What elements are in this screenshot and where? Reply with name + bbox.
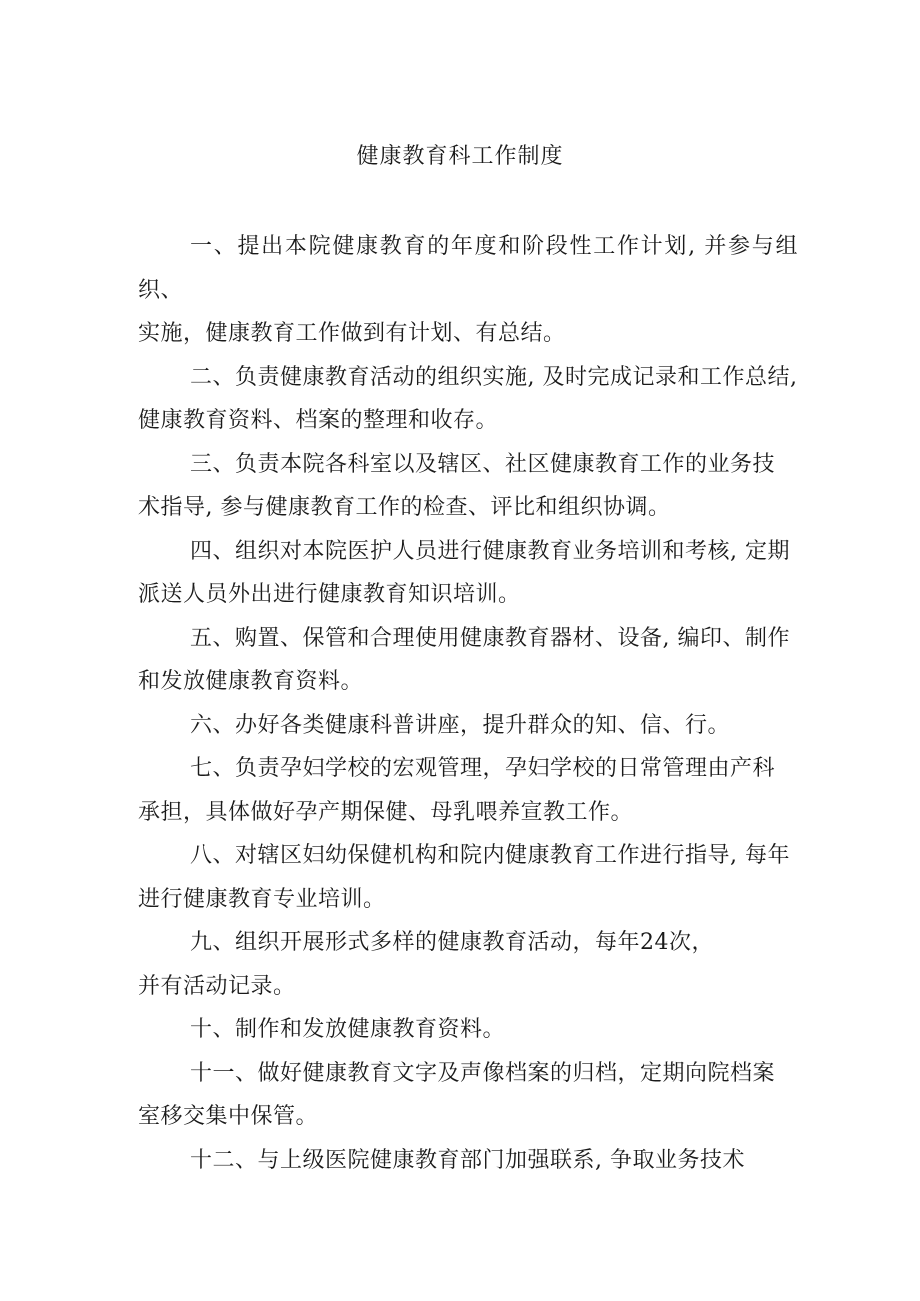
clause-9-line-1: 九、组织开展形式多样的健康教育活动，每年24次，: [190, 930, 714, 955]
clause-3-line-1: 三、负责本院各科室以及辖区、社区健康教育工作的业务技: [190, 451, 776, 477]
clause-9-line-2: 并有活动记录。: [138, 973, 296, 999]
clause-5: [138, 617, 798, 704]
clause-1: [138, 225, 798, 356]
clause-4-line-2: 派送人员外出进行健康教育知识培训。: [138, 582, 521, 607]
clause-10: [138, 1008, 798, 1052]
clause-1-line-2: 实施，健康教育工作做到有计划、有总结。: [138, 321, 566, 346]
clause-3: [138, 443, 798, 530]
clause-5-line-2: 和发放健康教育资料。: [138, 669, 364, 694]
clause-2-line-1: 二、负责健康教育活动的组织实施, 及时完成记录和工作总结,: [190, 364, 798, 390]
clause-8: [138, 834, 798, 921]
clause-7-line-1: 七、负责孕妇学校的宏观管理，孕妇学校的日常管理由产科: [190, 756, 776, 781]
clause-9: [138, 921, 798, 1008]
clause-list: [138, 225, 798, 1182]
clause-4: [138, 530, 798, 617]
clause-1-line-1: 一、提出本院健康教育的年度和阶段性工作计划, 并参与组织、: [138, 234, 798, 303]
document-title: 健康教育科工作制度: [356, 144, 564, 169]
clause-12: [138, 1139, 798, 1183]
clause-11-line-2: 室移交集中保管。: [138, 1104, 319, 1129]
clause-10-line-1: 十、制作和发放健康教育资料。: [190, 1017, 506, 1042]
clause-7: [138, 747, 798, 834]
clause-6: [138, 704, 798, 748]
clause-11-line-1: 十一、做好健康教育文字及声像档案的归档，定期向院档案: [190, 1060, 776, 1086]
clause-2: [138, 356, 798, 443]
clause-11: [138, 1052, 798, 1139]
clause-8-line-1: 八、对辖区妇幼保健机构和院内健康教育工作进行指导, 每年: [190, 843, 790, 868]
clause-8-line-2: 进行健康教育专业培训。: [138, 886, 386, 912]
clause-5-line-1: 五、购置、保管和合理使用健康教育器材、设备, 编印、制作: [190, 625, 790, 651]
clause-4-line-1: 四、组织对本院医护人员进行健康教育业务培训和考核, 定期: [190, 538, 790, 564]
clause-3-line-2: 术指导, 参与健康教育工作的检查、评比和组织协调。: [138, 495, 671, 520]
clause-7-line-2: 承担，具体做好孕产期保健、母乳喂养宣教工作。: [138, 799, 634, 825]
clause-6-line-1: 六、办好各类健康科普讲座，提升群众的知、信、行。: [190, 712, 731, 738]
clause-12-line-1: 十二、与上级医院健康教育部门加强联系, 争取业务技术: [190, 1147, 745, 1173]
clause-2-line-2: 健康教育资料、档案的整理和收存。: [138, 408, 499, 433]
